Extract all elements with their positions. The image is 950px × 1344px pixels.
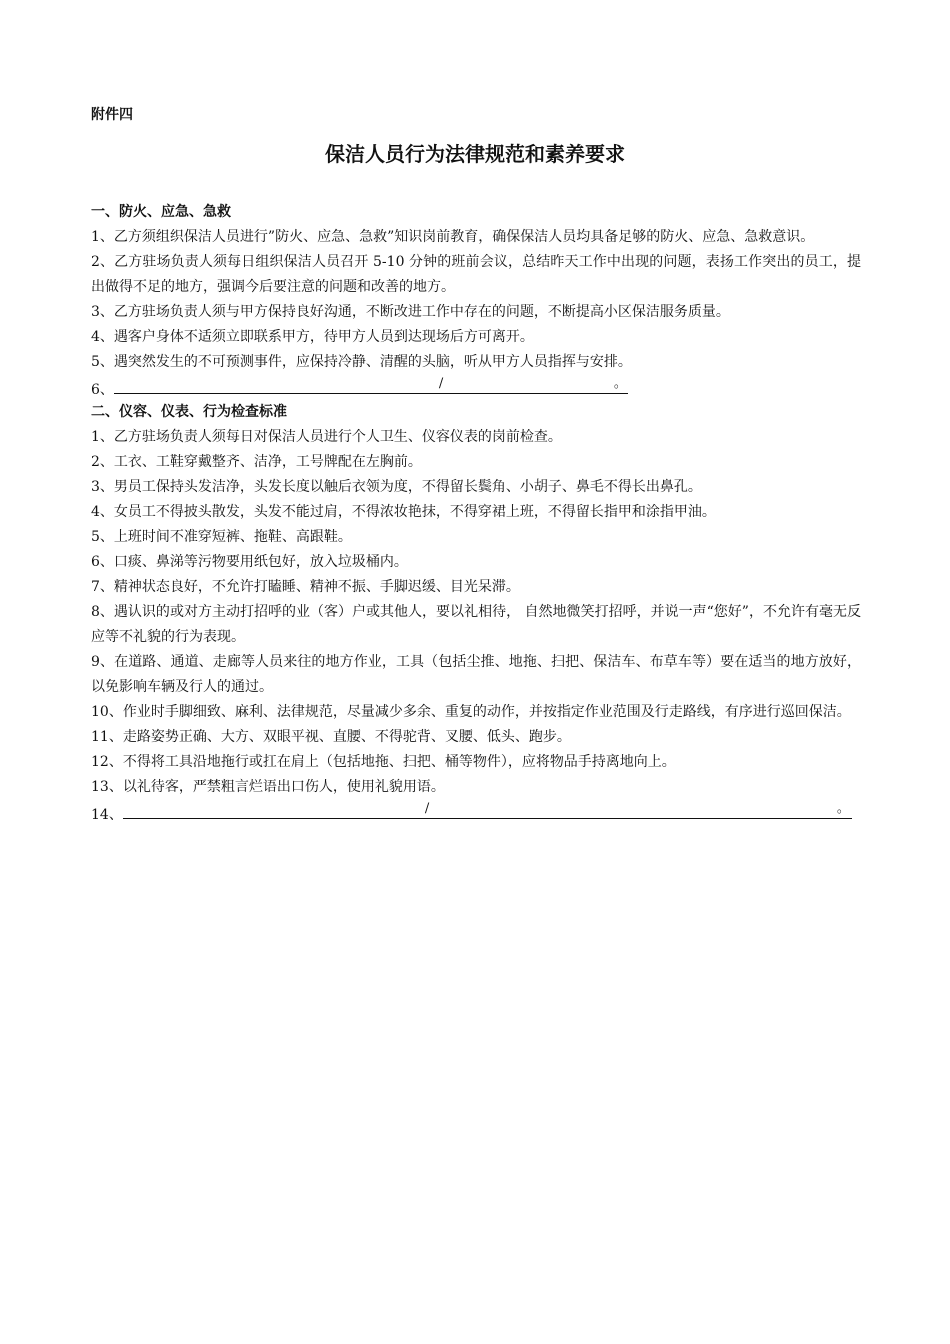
section2-items — [91, 425, 861, 800]
list-item: 12、不得将工具沿地拖行或扛在肩上（包括地拖、扫把、桶等物件），应将物品手持离地向上。 — [91, 754, 676, 770]
list-item: 6、口痰、鼻涕等污物要用纸包好，放入垃圾桶内。 — [91, 554, 408, 570]
blank-fill-line[interactable] — [123, 800, 852, 819]
list-item: 7、精神状态良好，不允许打瞌睡、精神不振、手脚迟缓、目光呆滞。 — [91, 579, 520, 595]
blank-end-mark: 。 — [836, 801, 850, 816]
blank-fill-item — [91, 375, 861, 400]
blank-fill-item — [91, 800, 861, 825]
document-body — [91, 200, 861, 825]
section-heading-fire-emergency: 一、防火、应急、急救 — [91, 204, 231, 220]
list-item: 4、女员工不得披头散发，头发不能过肩，不得浓妆艳抹，不得穿裙上班，不得留长指甲和涂指甲油。 — [91, 504, 716, 520]
list-item: 2、工衣、工鞋穿戴整齐、洁净，工号牌配在左胸前。 — [91, 454, 422, 470]
section1-items — [91, 225, 861, 375]
blank-fill-line[interactable] — [114, 375, 628, 394]
blank-separator: / — [438, 376, 444, 391]
list-item: 13、以礼待客，严禁粗言烂语出口伤人，使用礼貌用语。 — [91, 779, 445, 795]
attachment-label: 附件四 — [91, 107, 133, 123]
list-item: 3、乙方驻场负责人须与甲方保持良好沟通，不断改进工作中存在的问题，不断提高小区保洁服务质量。 — [91, 304, 730, 320]
list-item: 5、遇突然发生的不可预测事件，应保持冷静、清醒的头脑，听从甲方人员指挥与安排。 — [91, 354, 632, 370]
list-item: 1、乙方驻场负责人须每日对保洁人员进行个人卫生、仪容仪表的岗前检查。 — [91, 429, 562, 445]
list-item: 5、上班时间不准穿短裤、拖鞋、高跟鞋。 — [91, 529, 352, 545]
list-item: 3、男员工保持头发洁净，头发长度以触后衣领为度，不得留长鬓角、小胡子、鼻毛不得长出鼻孔。 — [91, 479, 702, 495]
list-item: 9、在道路、通道、走廊等人员来往的地方作业，工具（包括尘推、地拖、扫把、保洁车、布草车等）要在适当的地方放好，以免影响车辆及行人的通过。 — [91, 654, 861, 695]
list-item: 10、作业时手脚细致、麻利、法律规范，尽量减少多余、重复的动作，并按指定作业范围及行走路线，有序进行巡回保洁。 — [91, 704, 851, 720]
blank-separator: / — [424, 801, 430, 816]
blank-item-number: 6、 — [91, 382, 114, 398]
blank-item-number: 14、 — [91, 807, 123, 823]
section-heading-appearance: 二、仪容、仪表、行为检查标准 — [91, 404, 287, 420]
list-item: 4、遇客户身体不适须立即联系甲方，待甲方人员到达现场后方可离开。 — [91, 329, 534, 345]
document-title: 保洁人员行为法律规范和素养要求 — [325, 142, 625, 166]
list-item: 11、走路姿势正确、大方、双眼平视、直腰、不得驼背、叉腰、低头、跑步。 — [91, 729, 571, 745]
list-item: 8、遇认识的或对方主动打招呼的业（客）户或其他人，要以礼相待， 自然地微笑打招呼，并说一声“您好”，不允许有毫无反应等不礼貌的行为表现。 — [91, 604, 861, 645]
list-item: 2、乙方驻场负责人须每日组织保洁人员召开 5-10 分钟的班前会议，总结昨天工作中出现的问题，表扬工作突出的员工，提出做得不足的地方，强调今后要注意的问题和改善的地方。 — [91, 254, 861, 295]
blank-end-mark: 。 — [613, 376, 627, 391]
list-item: 1、乙方须组织保洁人员进行”防火、应急、急救”知识岗前教育，确保保洁人员均具备足够的防火、应急、急救意识。 — [91, 229, 815, 245]
